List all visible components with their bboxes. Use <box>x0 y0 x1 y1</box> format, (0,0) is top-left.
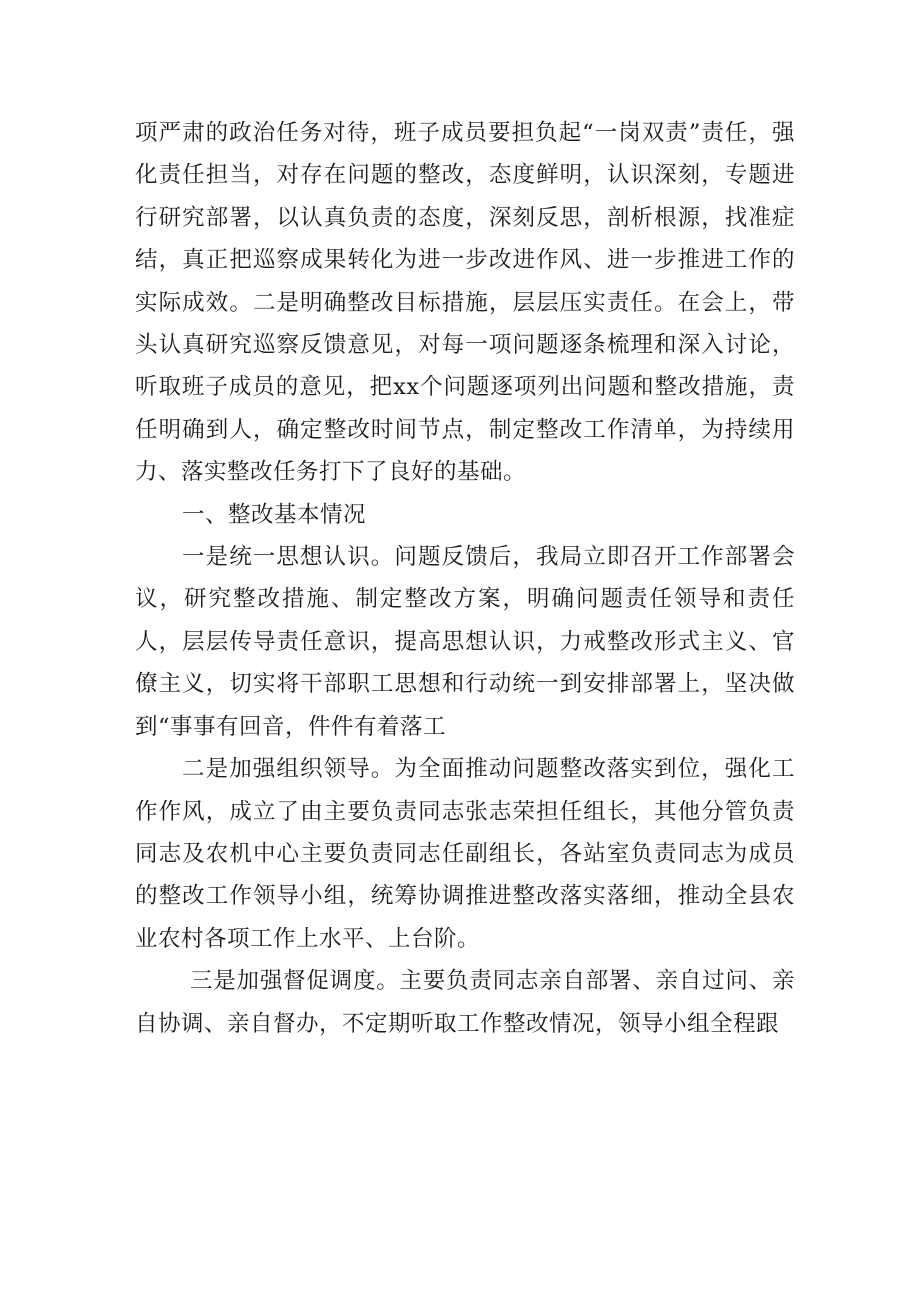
paragraph-continuation: 项严肃的政治任务对待，班子成员要担负起“一岗双责”责任，强化责任担当，对存在问题的整改，态度鲜明，认识深刻，专题进行研究部署，以认真负责的态度，深刻反思，剖析根源，找准症结，真正把巡察成果转化为进一步改进作风、进一步推进工作的实际成效。二是明确整改目标措施，层层压实责任。在会上，带头认真研究巡察反馈意见，对每一项问题逐条梳理和深入讨论，听取班子成员的意见，把xx个问题逐项列出问题和整改措施，责任明确到人，确定整改时间节点，制定整改工作清单，为持续用力、落实整改任务打下了良好的基础。 <box>135 120 795 486</box>
paragraph-organization-leadership: 二是加强组织领导。为全面推动问题整改落实到位，强化工作作风，成立了由主要负责同志张志荣担任组长，其他分管负责同志及农机中心主要负责同志任副组长，各站室负责同志为成员的整改工作领导小组，统筹协调推进整改落实落细，推动全县农业农村各项工作上水平、上台阶。 <box>135 756 795 952</box>
paragraph-supervision: 三是加强督促调度。主要负责同志亲自部署、亲自过问、亲自协调、亲自督办，不定期听取工作整改情况，领导小组全程跟 <box>135 968 795 1037</box>
section-heading: 一、整改基本情况 <box>182 501 367 528</box>
paragraph-unify-thinking: 一是统一思想认识。问题反馈后，我局立即召开工作部署会议，研究整改措施、制定整改方案，明确问题责任领导和责任人，层层传导责任意识，提高思想认识，力戒整改形式主义、官僚主义，切实将干部职工思想和行动统一到安排部署上，坚决做到“事事有回音，件件有着落工 <box>135 544 795 740</box>
document-body <box>135 112 795 1045</box>
